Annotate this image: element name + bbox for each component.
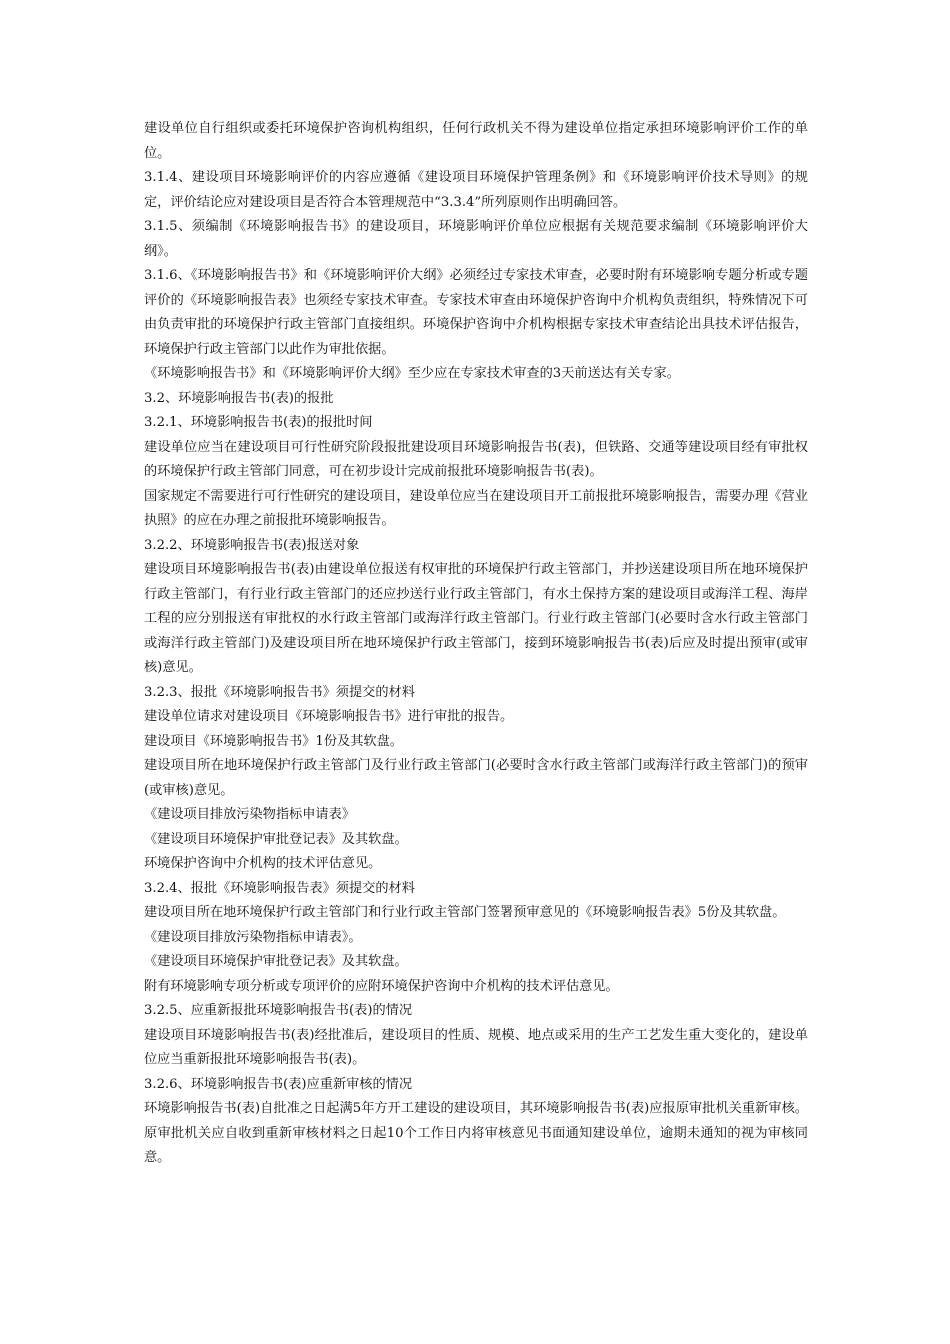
list-item-report-copy: 建设项目《环境影响报告书》1份及其软盘。: [144, 733, 403, 749]
heading-3-2-1: 3.2.1、环境影响报告书(表)的报批时间: [144, 415, 373, 430]
list-item-registration-form-2: 《建设项目环境保护审批登记表》及其软盘。: [144, 954, 408, 969]
paragraph-no-feasibility-study: 国家规定不需要进行可行性研究的建设项目，建设单位应当在建设项目开工前报批环境影响报告，需要办理《营业执照》的应在办理之前报批环境影响报告。: [144, 488, 808, 528]
heading-3-2-4: 3.2.4、报批《环境影响报告表》须提交的材料: [144, 880, 415, 896]
list-item-preliminary-review: 建设项目所在地环境保护行政主管部门及行业行政主管部门(必要时含水行政主管部门或海洋行政主管部门)的预审(或审核)意见。: [144, 758, 808, 798]
paragraph-3-1-5: 3.1.5、须编制《环境影响报告书》的建设项目，环境影响评价单位应根据有关规范要求编制《环境影响评价大纲》。: [144, 219, 808, 259]
list-item-request-report: 建设单位请求对建设项目《环境影响报告书》进行审批的报告。: [144, 709, 514, 724]
paragraph-submission-timing: 建设单位应当在建设项目可行性研究阶段报批建设项目环境影响报告书(表)，但铁路、交通等建设项目经有审批权的环境保护行政主管部门同意，可在初步设计完成前报批环境影响报告书(表)。: [144, 439, 808, 479]
list-item-emission-application-2: 《建设项目排放污染物指标申请表》。: [144, 929, 362, 945]
list-item-emission-application: 《建设项目排放污染物指标申请表》: [144, 807, 355, 822]
document-page: [144, 117, 808, 1171]
paragraph-3-1-4: 3.1.4、建设项目环境影响评价的内容应遵循《建设项目环境保护管理条例》和《环境影响评价技术导则》的规定，评价结论应对建设项目是否符合本管理规范中“3.3.4”所列原则作出明确回答。: [144, 170, 808, 210]
paragraph-resubmission: 建设项目环境影响报告书(表)经批准后，建设项目的性质、规模、地点或采用的生产工艺发生重大变化的，建设单位应当重新报批环境影响报告书(表)。: [144, 1027, 808, 1067]
list-item-report-form-copies: 建设项目所在地环境保护行政主管部门和行业行政主管部门签署预审意见的《环境影响报告表》5份及其软盘。: [144, 905, 786, 920]
list-item-technical-evaluation: 环境保护咨询中介机构的技术评估意见。: [144, 856, 382, 871]
paragraph-expert-delivery: 《环境影响报告书》和《环境影响评价大纲》至少应在专家技术审查的3天前送达有关专家。: [144, 366, 680, 381]
paragraph-3-1-6: 3.1.6、《环境影响报告书》和《环境影响评价大纲》必须经过专家技术审查，必要时附有环境影响专题分析或专题评价的《环境影响报告表》也须经专家技术审查。专家技术审查由环境保护咨询中介机构负责组织，特殊情况下可由负责审批的环境保护行政主管部门直接组织。环境保护咨询中介机构根据专家技术审查结论出具技术评估报告，环境保护行政主管部门以此作为审批依据。: [144, 268, 808, 357]
list-item-registration-form: 《建设项目环境保护审批登记表》及其软盘。: [144, 831, 408, 847]
list-item-special-analysis: 附有环境影响专项分析或专项评价的应附环境保护咨询中介机构的技术评估意见。: [144, 978, 619, 994]
heading-3-2-3: 3.2.3、报批《环境影响报告书》须提交的材料: [144, 684, 415, 700]
heading-3-2-2: 3.2.2、环境影响报告书(表)报送对象: [144, 537, 360, 553]
paragraph-re-review: 环境影响报告书(表)自批准之日起满5年方开工建设的建设项目，其环境影响报告书(表)应报原审批机关重新审核。原审批机关应自收到重新审核材料之日起10个工作日内将审核意见书面通知建设单位，逾期未通知的视为审核同意。: [144, 1101, 808, 1165]
heading-3-2-5: 3.2.5、应重新报批环境影响报告书(表)的情况: [144, 1003, 413, 1018]
paragraph-submission-recipients: 建设项目环境影响报告书(表)由建设单位报送有权审批的环境保护行政主管部门，并抄送建设项目所在地环境保护行政主管部门，有行业行政主管部门的还应抄送行业行政主管部门，有水土保持方案的建设项目或海洋工程、海岸工程的应分别报送有审批权的水行政主管部门或海洋行政主管部门。行业行政主管部门(必要时含水行政主管部门或海洋行政主管部门)及建设项目所在地环境保护行政主管部门，接到环境影响报告书(表)后应及时提出预审(或审核)意见。: [144, 562, 808, 675]
paragraph-intro-continuation: 建设单位自行组织或委托环境保护咨询机构组织，任何行政机关不得为建设单位指定承担环境影响评价工作的单位。: [144, 121, 808, 161]
heading-3-2: 3.2、环境影响报告书(表)的报批: [144, 390, 334, 406]
heading-3-2-6: 3.2.6、环境影响报告书(表)应重新审核的情况: [144, 1076, 413, 1092]
